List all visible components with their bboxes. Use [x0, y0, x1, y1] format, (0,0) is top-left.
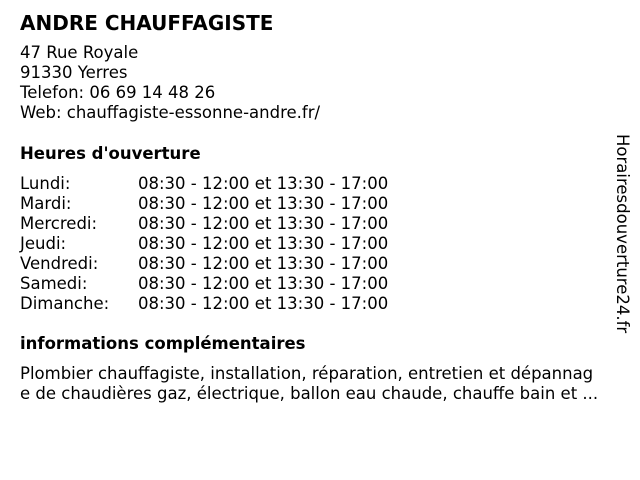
- hours-row-wednesday: [20, 214, 388, 234]
- opening-hours-table: [20, 174, 388, 314]
- opening-hours-heading: Heures d'ouverture: [20, 144, 201, 163]
- day-label: Mercredi:: [20, 214, 98, 233]
- phone-number: Telefon: 06 69 14 48 26: [20, 83, 216, 102]
- hours-row-saturday: [20, 274, 388, 294]
- time-range: 08:30 - 12:00 et 13:30 - 17:00: [138, 294, 389, 313]
- hours-row-monday: [20, 174, 388, 194]
- day-label: Samedi:: [20, 274, 88, 293]
- day-label: Vendredi:: [20, 254, 99, 273]
- day-label: Mardi:: [20, 194, 72, 213]
- hours-row-thursday: [20, 234, 388, 254]
- business-description: [20, 364, 626, 404]
- day-label: Dimanche:: [20, 294, 110, 313]
- time-range: 08:30 - 12:00 et 13:30 - 17:00: [138, 254, 389, 273]
- hours-row-sunday: [20, 294, 388, 314]
- description-line: Plombier chauffagiste, installation, réparation, entretien et dépannag: [20, 364, 594, 383]
- website-url: Web: chauffagiste-essonne-andre.fr/: [20, 103, 321, 122]
- description-line: e de chaudières gaz, électrique, ballon eau chaude, chauffe bain et ...: [20, 384, 599, 403]
- address-block: [20, 43, 320, 123]
- day-label: Jeudi:: [20, 234, 67, 253]
- additional-info-heading: informations complémentaires: [20, 334, 306, 353]
- hours-row-tuesday: [20, 194, 388, 214]
- business-name: ANDRE CHAUFFAGISTE: [20, 11, 274, 35]
- site-watermark: Horairesdouverture24.fr: [613, 134, 632, 334]
- day-label: Lundi:: [20, 174, 71, 193]
- time-range: 08:30 - 12:00 et 13:30 - 17:00: [138, 234, 389, 253]
- time-range: 08:30 - 12:00 et 13:30 - 17:00: [138, 214, 389, 233]
- hours-row-friday: [20, 254, 388, 274]
- street-address: 47 Rue Royale: [20, 43, 139, 62]
- time-range: 08:30 - 12:00 et 13:30 - 17:00: [138, 274, 389, 293]
- city-postal: 91330 Yerres: [20, 63, 128, 82]
- time-range: 08:30 - 12:00 et 13:30 - 17:00: [138, 174, 389, 193]
- time-range: 08:30 - 12:00 et 13:30 - 17:00: [138, 194, 389, 213]
